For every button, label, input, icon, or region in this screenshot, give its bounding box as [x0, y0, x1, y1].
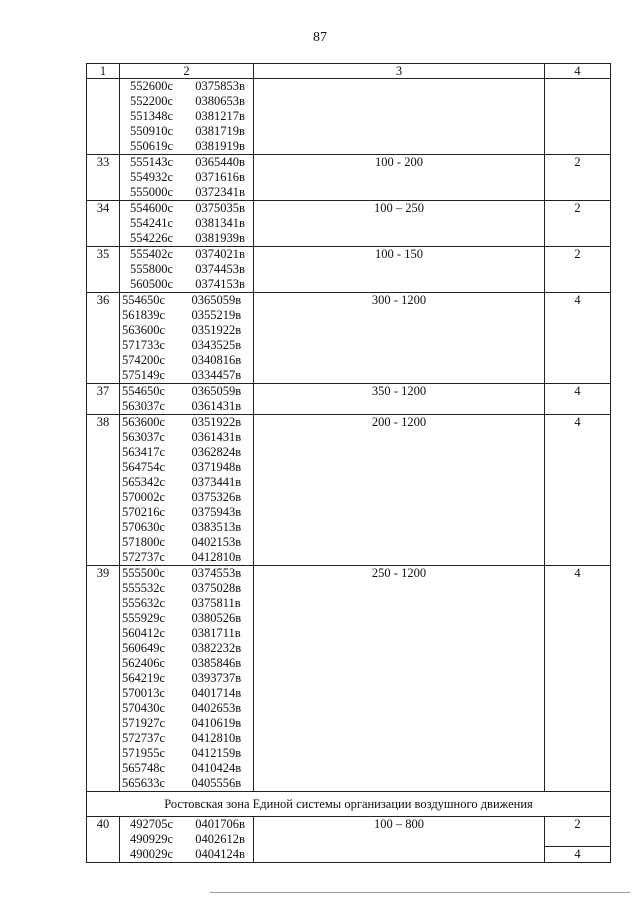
latitude-value: 490929с — [130, 832, 174, 846]
longitude-value: 0365059в — [191, 293, 242, 307]
coordinates-cell — [120, 79, 254, 155]
longitude-value: 0401706в — [195, 817, 245, 831]
latitude-value: 554241с — [130, 216, 174, 230]
coordinate-pair — [120, 79, 253, 94]
longitude-value: 0361431в — [191, 430, 242, 444]
row-number-cell: 38 — [87, 415, 120, 566]
coordinate-pair — [120, 626, 253, 641]
table-row — [87, 384, 611, 415]
coordinate-pair — [120, 139, 253, 154]
row-number-cell — [87, 79, 120, 155]
longitude-value: 0343525в — [191, 338, 242, 352]
coordinate-pair — [120, 155, 253, 170]
latitude-value: 571955с — [122, 746, 166, 760]
coordinate-pair — [120, 596, 253, 611]
coordinate-pair — [120, 701, 253, 716]
table-row — [87, 201, 611, 247]
category-cell: 4 — [545, 384, 611, 415]
latitude-value: 555143с — [130, 155, 174, 169]
longitude-value: 0365440в — [195, 155, 245, 169]
coordinates-cell — [120, 247, 254, 293]
latitude-value: 554932с — [130, 170, 174, 184]
table-row — [87, 566, 611, 792]
coordinate-pair — [120, 535, 253, 550]
coordinates-cell — [120, 566, 254, 792]
coordinate-pair — [120, 505, 253, 520]
category-cell — [545, 79, 611, 155]
longitude-value: 0375943в — [191, 505, 242, 519]
longitude-value: 0375028в — [191, 581, 242, 595]
longitude-value: 0362824в — [191, 445, 242, 459]
longitude-value: 0405556в — [191, 776, 242, 790]
latitude-value: 565633с — [122, 776, 166, 790]
longitude-value: 0382232в — [191, 641, 242, 655]
latitude-value: 554226с — [130, 231, 174, 245]
coordinate-pair — [120, 124, 253, 139]
row-number-cell: 37 — [87, 384, 120, 415]
longitude-value: 0385846в — [191, 656, 242, 670]
longitude-value: 0375811в — [191, 596, 241, 610]
coordinate-pair — [120, 445, 253, 460]
latitude-value: 550910с — [130, 124, 174, 138]
coordinate-pair — [120, 109, 253, 124]
height-cell: 350 - 1200 — [254, 384, 545, 415]
longitude-value: 0372341в — [195, 185, 245, 199]
longitude-value: 0334457в — [191, 368, 242, 382]
table-row — [87, 293, 611, 384]
coordinates-cell — [120, 415, 254, 566]
coordinates-cell — [120, 384, 254, 415]
coordinate-pair — [120, 262, 253, 277]
longitude-value: 0381341в — [195, 216, 245, 230]
longitude-value: 0380653в — [195, 94, 245, 108]
latitude-value: 560500с — [130, 277, 174, 291]
category-cell: 4 — [545, 293, 611, 384]
coordinate-pair — [120, 611, 253, 626]
height-cell — [254, 79, 545, 155]
longitude-value: 0412810в — [191, 550, 242, 564]
longitude-value: 0412810в — [191, 731, 242, 745]
latitude-value: 552600с — [130, 79, 174, 93]
row-number-cell: 35 — [87, 247, 120, 293]
longitude-value: 0355219в — [191, 308, 242, 322]
column-header-3: 3 — [254, 64, 545, 79]
coordinate-pair — [120, 368, 253, 383]
row-number-cell: 36 — [87, 293, 120, 384]
category-cell: 2 — [545, 247, 611, 293]
latitude-value: 554650с — [122, 293, 166, 307]
height-cell: 100 - 150 — [254, 247, 545, 293]
category-cell: 2 — [545, 155, 611, 201]
latitude-value: 560649с — [122, 641, 166, 655]
coordinate-pair — [120, 716, 253, 731]
latitude-value: 552200с — [130, 94, 174, 108]
latitude-value: 565748с — [122, 761, 166, 775]
coordinate-pair — [120, 566, 253, 581]
row-number-cell: 34 — [87, 201, 120, 247]
category-cell: 2 — [545, 201, 611, 247]
category-cell: 4 — [545, 415, 611, 566]
longitude-value: 0410424в — [191, 761, 242, 775]
column-header-2: 2 — [120, 64, 254, 79]
latitude-value: 555532с — [122, 581, 166, 595]
coordinate-pair — [120, 231, 253, 246]
latitude-value: 563417с — [122, 445, 166, 459]
coordinate-pair — [120, 550, 253, 565]
longitude-value: 0351922в — [191, 323, 242, 337]
coordinates-cell — [120, 817, 254, 863]
longitude-value: 0402653в — [191, 701, 242, 715]
longitude-value: 0383513в — [191, 520, 242, 534]
coordinate-pair — [120, 641, 253, 656]
latitude-value: 574200с — [122, 353, 166, 367]
latitude-value: 575149с — [122, 368, 166, 382]
latitude-value: 572737с — [122, 731, 166, 745]
longitude-value: 0374553в — [191, 566, 242, 580]
latitude-value: 490029с — [130, 847, 174, 861]
latitude-value: 570430с — [122, 701, 166, 715]
latitude-value: 555402с — [130, 247, 174, 261]
coordinate-pair — [120, 216, 253, 231]
height-cell: 250 - 1200 — [254, 566, 545, 792]
coordinates-cell — [120, 293, 254, 384]
row-number-cell: 33 — [87, 155, 120, 201]
longitude-value: 0371948в — [191, 460, 242, 474]
latitude-value: 563600с — [122, 415, 166, 429]
table-row — [87, 247, 611, 293]
longitude-value: 0361431в — [191, 399, 242, 413]
category-top: 2 — [545, 817, 610, 847]
longitude-value: 0401714в — [191, 686, 242, 700]
coordinate-pair — [120, 323, 253, 338]
longitude-value: 0381919в — [195, 139, 245, 153]
latitude-value: 564754с — [122, 460, 166, 474]
latitude-value: 555632с — [122, 596, 166, 610]
footer-rule — [210, 892, 630, 893]
coordinate-pair — [120, 247, 253, 262]
latitude-value: 554600с — [130, 201, 174, 215]
longitude-value: 0374021в — [195, 247, 245, 261]
latitude-value: 570216с — [122, 505, 166, 519]
coordinate-pair — [120, 94, 253, 109]
latitude-value: 555929с — [122, 611, 166, 625]
coordinate-pair — [120, 185, 253, 200]
longitude-value: 0381711в — [191, 626, 241, 640]
coordinate-pair — [120, 399, 253, 414]
longitude-value: 0351922в — [191, 415, 242, 429]
latitude-value: 563600с — [122, 323, 166, 337]
latitude-value: 571927с — [122, 716, 166, 730]
coordinates-cell — [120, 201, 254, 247]
latitude-value: 570013с — [122, 686, 166, 700]
latitude-value: 550619с — [130, 139, 174, 153]
row-number-cell: 40 — [87, 817, 120, 863]
category-cell: 4 — [545, 566, 611, 792]
table-row — [87, 79, 611, 155]
longitude-value: 0412159в — [191, 746, 242, 760]
coordinate-pair — [120, 201, 253, 216]
coordinate-pair — [120, 817, 253, 832]
longitude-value: 0375853в — [195, 79, 245, 93]
zone-title: Ростовская зона Единой системы организации воздушного движения — [87, 792, 611, 817]
latitude-value: 555000с — [130, 185, 174, 199]
latitude-value: 571800с — [122, 535, 166, 549]
longitude-value: 0373441в — [191, 475, 242, 489]
coordinate-pair — [120, 430, 253, 445]
coordinate-pair — [120, 475, 253, 490]
coordinate-pair — [120, 384, 253, 399]
coordinate-pair — [120, 490, 253, 505]
coordinate-pair — [120, 656, 253, 671]
latitude-value: 572737с — [122, 550, 166, 564]
coordinate-pair — [120, 308, 253, 323]
longitude-value: 0402153в — [191, 535, 242, 549]
zone-title-row — [87, 792, 611, 817]
height-cell: 100 – 800 — [254, 817, 545, 863]
airspace-table — [86, 63, 611, 863]
coordinate-pair — [120, 170, 253, 185]
table-row — [87, 415, 611, 566]
latitude-value: 555500с — [122, 566, 166, 580]
longitude-value: 0371616в — [195, 170, 245, 184]
longitude-value: 0365059в — [191, 384, 242, 398]
longitude-value: 0375035в — [195, 201, 245, 215]
longitude-value: 0393737в — [191, 671, 242, 685]
category-bottom: 4 — [574, 847, 581, 861]
coordinate-pair — [120, 415, 253, 430]
table-header-row — [87, 64, 611, 79]
latitude-value: 561839с — [122, 308, 166, 322]
column-header-1: 1 — [87, 64, 120, 79]
longitude-value: 0381217в — [195, 109, 245, 123]
category-cell — [545, 817, 611, 863]
height-cell: 100 – 250 — [254, 201, 545, 247]
longitude-value: 0402612в — [195, 832, 245, 846]
latitude-value: 562406с — [122, 656, 166, 670]
latitude-value: 563037с — [122, 430, 166, 444]
coordinate-pair — [120, 353, 253, 368]
coordinate-pair — [120, 671, 253, 686]
latitude-value: 563037с — [122, 399, 166, 413]
coordinate-pair — [120, 338, 253, 353]
coordinate-pair — [120, 520, 253, 535]
page-number: 87 — [313, 30, 327, 45]
longitude-value: 0381939в — [195, 231, 245, 245]
latitude-value: 492705с — [130, 817, 174, 831]
height-cell: 100 - 200 — [254, 155, 545, 201]
longitude-value: 0380526в — [191, 611, 242, 625]
coordinate-pair — [120, 277, 253, 292]
coordinate-pair — [120, 731, 253, 746]
latitude-value: 565342с — [122, 475, 166, 489]
longitude-value: 0374453в — [195, 262, 245, 276]
longitude-value: 0340816в — [191, 353, 242, 367]
column-header-4: 4 — [545, 64, 611, 79]
latitude-value: 555800с — [130, 262, 174, 276]
latitude-value: 554650с — [122, 384, 166, 398]
coordinate-pair — [120, 293, 253, 308]
coordinate-pair — [120, 832, 253, 847]
coordinate-pair — [120, 581, 253, 596]
coordinate-pair — [120, 746, 253, 761]
coordinate-pair — [120, 847, 253, 862]
row-number-cell: 39 — [87, 566, 120, 792]
latitude-value: 570002с — [122, 490, 166, 504]
longitude-value: 0404124в — [195, 847, 245, 861]
coordinates-cell — [120, 155, 254, 201]
coordinate-pair — [120, 776, 253, 791]
latitude-value: 571733с — [122, 338, 166, 352]
longitude-value: 0374153в — [195, 277, 245, 291]
table-row — [87, 155, 611, 201]
coordinate-pair — [120, 761, 253, 776]
height-cell: 200 - 1200 — [254, 415, 545, 566]
coordinate-pair — [120, 460, 253, 475]
table-row — [87, 817, 611, 863]
latitude-value: 560412с — [122, 626, 166, 640]
latitude-value: 551348с — [130, 109, 174, 123]
latitude-value: 570630с — [122, 520, 166, 534]
height-cell: 300 - 1200 — [254, 293, 545, 384]
longitude-value: 0410619в — [191, 716, 242, 730]
longitude-value: 0381719в — [195, 124, 245, 138]
longitude-value: 0375326в — [191, 490, 242, 504]
coordinate-pair — [120, 686, 253, 701]
latitude-value: 564219с — [122, 671, 166, 685]
